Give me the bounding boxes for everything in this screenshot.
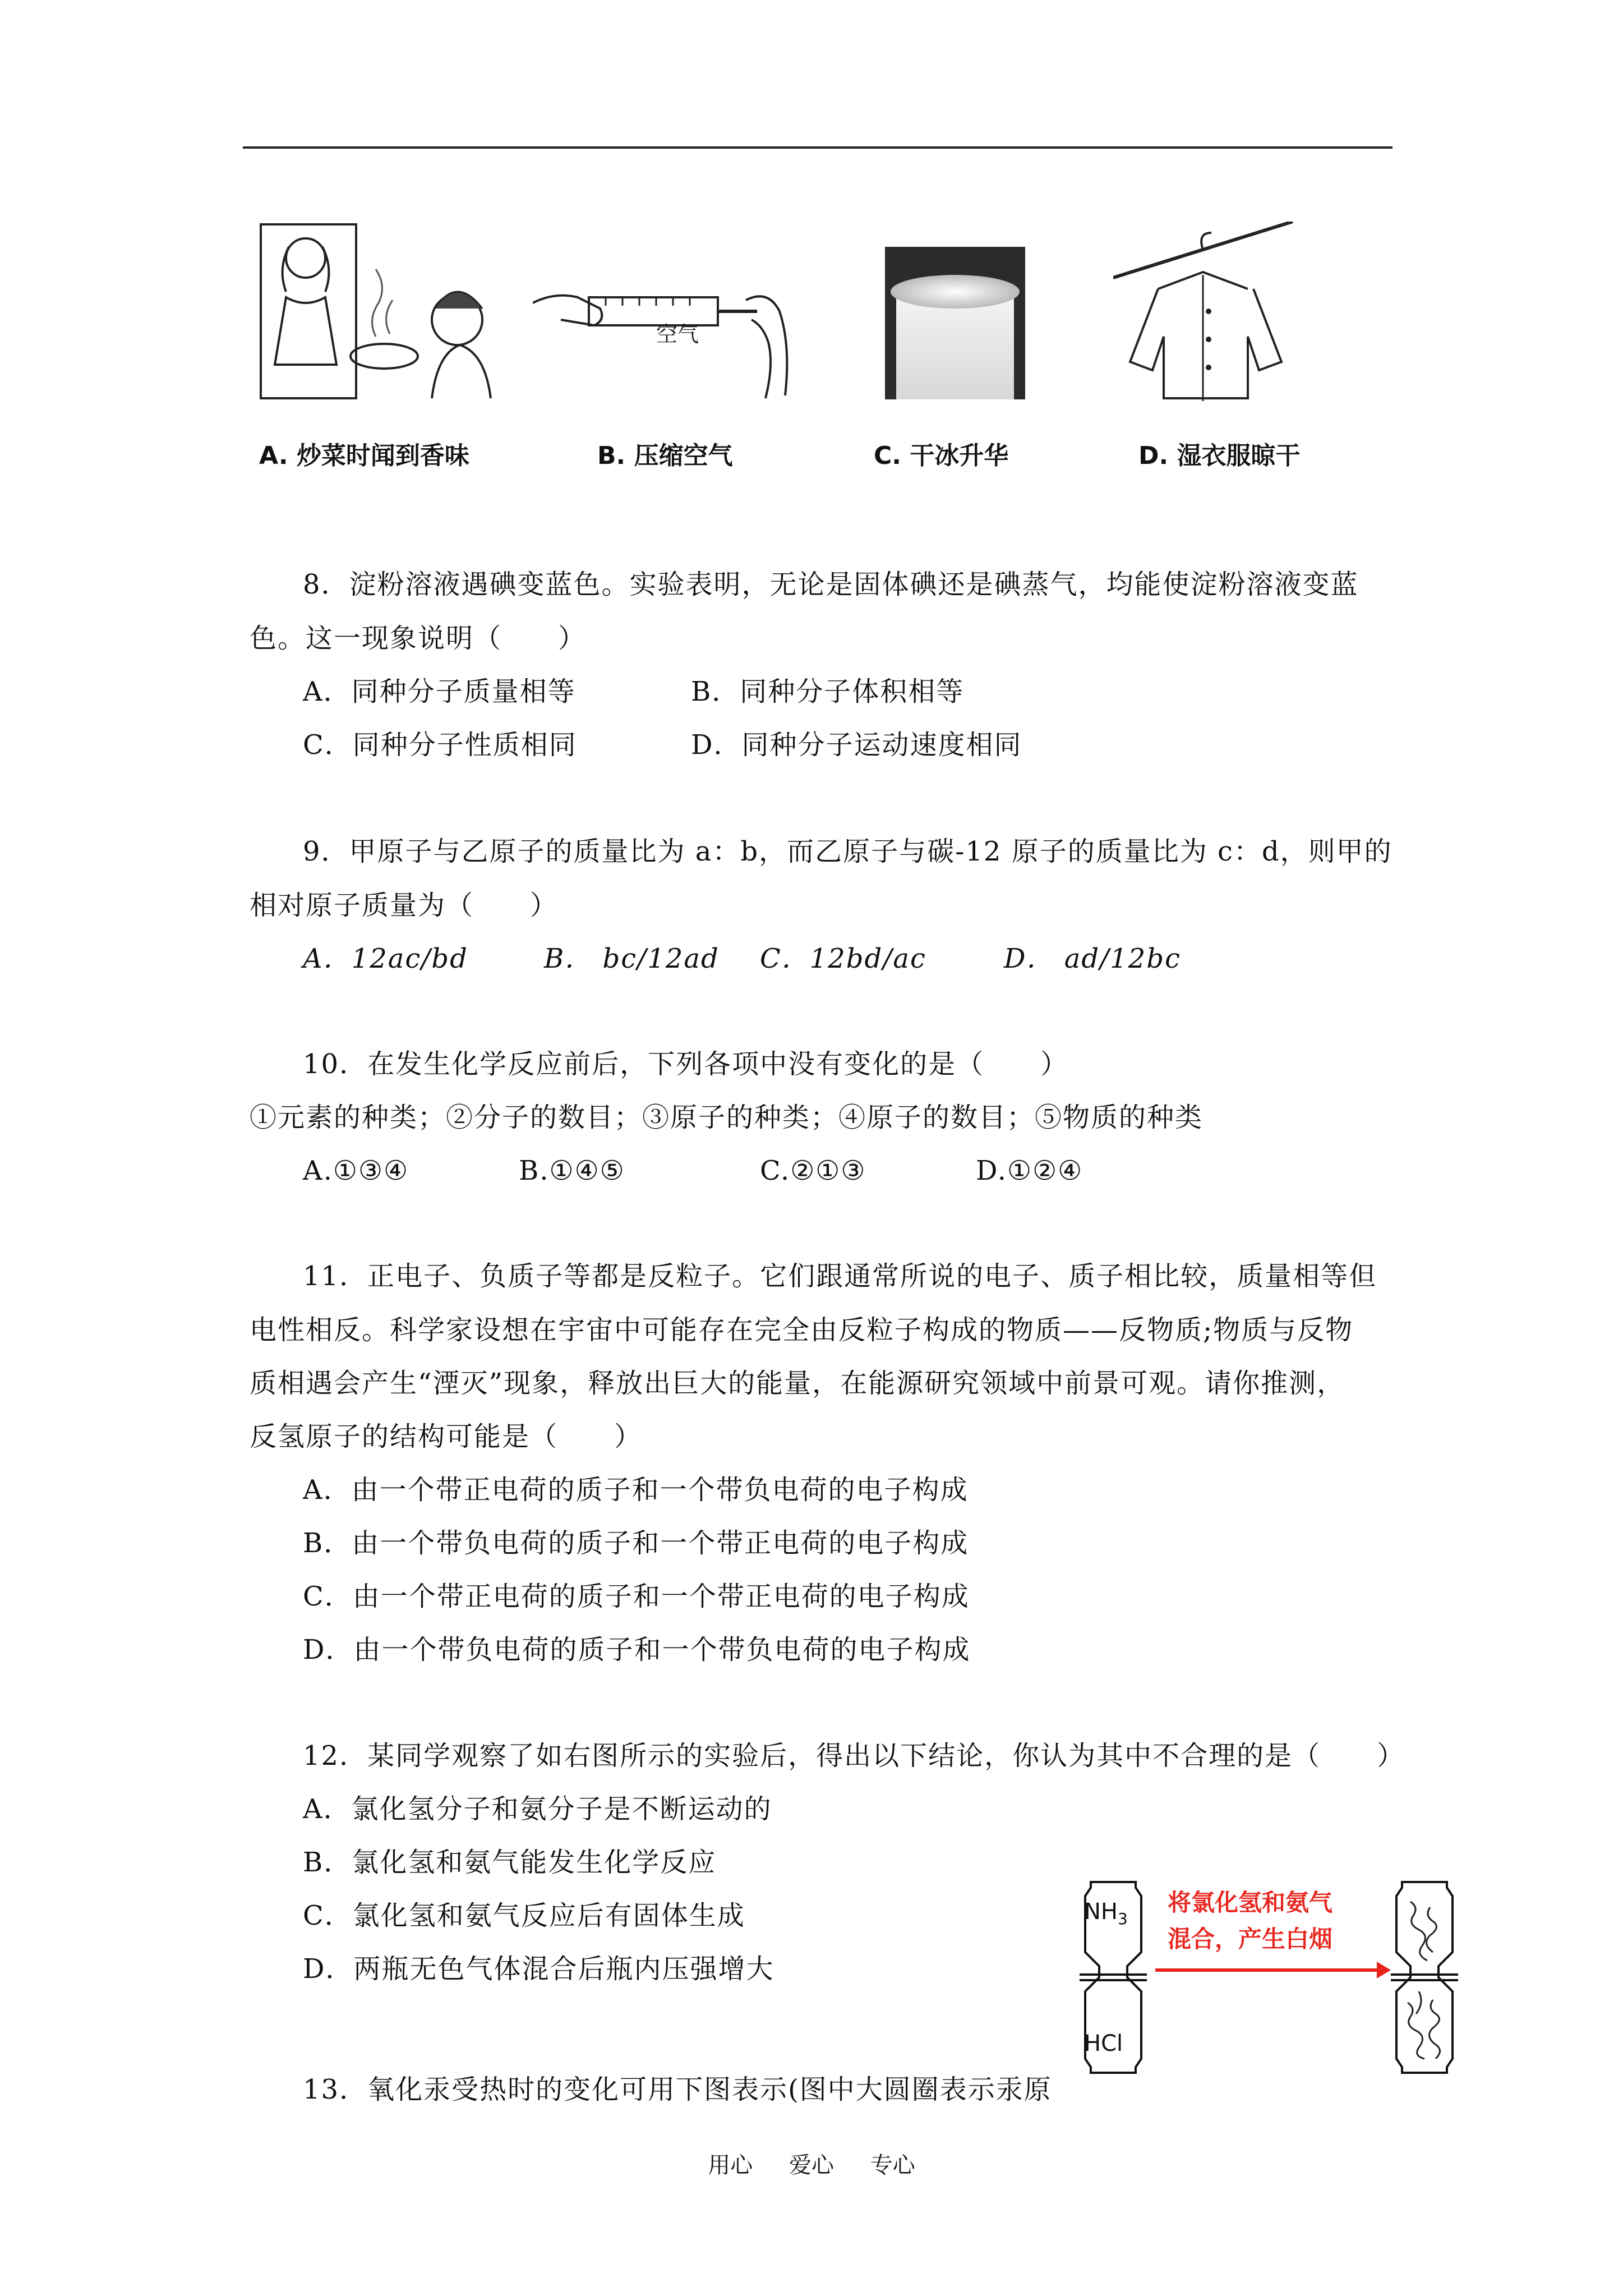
- q11-stem-line1: 11．正电子、负质子等都是反粒子。它们跟通常所说的电子、质子相比较，质量相等但: [303, 1260, 1377, 1292]
- q12-option-b: B．氯化氢和氨气能发生化学反应: [303, 1847, 717, 1878]
- q13-stem: 13．氧化汞受热时的变化可用下图表示(图中大圆圈表示汞原: [303, 2074, 1052, 2105]
- syringe-air-label: 空气: [656, 322, 699, 347]
- q12-stem: 12．某同学观察了如右图所示的实验后，得出以下结论，你认为其中不合理的是（ ）: [303, 1740, 1405, 1772]
- q11-option-a: A．由一个带正电荷的质子和一个带负电荷的电子构成: [303, 1474, 969, 1506]
- bottle-label-nh3: $NH_3$: [1084, 1899, 1128, 1928]
- q12-option-d: D．两瓶无色气体混合后瓶内压强增大: [303, 1953, 774, 1985]
- q11-stem-line4: 反氢原子的结构可能是（ ）: [250, 1421, 643, 1452]
- figure-caption-b: B. 压缩空气: [597, 441, 733, 470]
- q9-stem-line2: 相对原子质量为（ ）: [250, 890, 559, 921]
- q8-option-d: D．同种分子运动速度相同: [691, 729, 1022, 761]
- q10-option-a: A.①③④: [303, 1155, 409, 1186]
- footer-word-2: 爱心: [789, 2152, 834, 2178]
- q10-option-c: C.②①③: [760, 1155, 866, 1186]
- q11-option-c: C．由一个带正电荷的质子和一个带正电荷的电子构成: [303, 1581, 970, 1612]
- experiment-bottles-after: [1391, 1879, 1458, 2076]
- q9-option-a: A．12ac/bd: [303, 943, 468, 974]
- figure-caption-c: C. 干冰升华: [874, 441, 1009, 470]
- footer-word-3: 专心: [870, 2152, 915, 2178]
- figure-wet-clothes-illustration: [1113, 222, 1304, 412]
- footer-word-1: 用心: [708, 2152, 753, 2178]
- q8-option-a: A．同种分子质量相等: [303, 676, 576, 707]
- q8-stem-line2: 色。这一现象说明（ ）: [250, 623, 587, 654]
- q8-stem-line1: 8．淀粉溶液遇碘变蓝色。实验表明，无论是固体碘还是碘蒸气，均能使淀粉溶液变蓝: [303, 569, 1359, 600]
- q9-stem-line1: 9．甲原子与乙原子的质量比为 a：b，而乙原子与碳-12 原子的质量比为 c：d，则甲的: [303, 836, 1393, 867]
- experiment-caption-line2: 混合，产生白烟: [1168, 1925, 1333, 1953]
- q11-stem-line3: 质相遇会产生“湮灭”现象，释放出巨大的能量，在能源研究领域中前景可观。请你推测，: [250, 1368, 1345, 1399]
- figure-dry-ice-photo: [885, 247, 1025, 399]
- q8-option-b: B．同种分子体积相等: [691, 676, 965, 707]
- figure-cooking-illustration: [255, 219, 502, 409]
- experiment-caption-line1: 将氯化氢和氨气: [1168, 1889, 1333, 1916]
- page-footer: [0, 2147, 1623, 2179]
- experiment-arrow-icon: [1155, 1959, 1391, 1981]
- q8-option-c: C．同种分子性质相同: [303, 729, 577, 761]
- q10-option-b: B.①④⑤: [519, 1155, 625, 1186]
- q9-option-d: D． ad/12bc: [1004, 943, 1181, 974]
- q9-option-c: C．12bd/ac: [760, 943, 926, 974]
- q11-option-b: B．由一个带负电荷的质子和一个带正电荷的电子构成: [303, 1527, 969, 1559]
- q10-items: ①元素的种类；②分子的数目；③原子的种类；④原子的数目；⑤物质的种类: [250, 1102, 1204, 1133]
- q12-option-a: A．氯化氢分子和氨分子是不断运动的: [303, 1793, 772, 1825]
- q10-option-d: D.①②④: [976, 1155, 1083, 1186]
- header-rule: [243, 146, 1393, 149]
- bottle-label-hcl: HCl: [1084, 2031, 1123, 2056]
- q10-stem: 10．在发生化学反应前后，下列各项中没有变化的是（ ）: [303, 1048, 1069, 1080]
- q12-option-c: C．氯化氢和氨气反应后有固体生成: [303, 1900, 745, 1931]
- q9-option-b: B． bc/12ad: [544, 943, 720, 974]
- q11-stem-line2: 电性相反。科学家设想在宇宙中可能存在完全由反粒子构成的物质——反物质;物质与反物: [250, 1314, 1354, 1346]
- figure-caption-a: A. 炒菜时闻到香味: [259, 441, 469, 470]
- figure-caption-d: D. 湿衣服晾干: [1138, 441, 1301, 470]
- q11-option-d: D．由一个带负电荷的质子和一个带负电荷的电子构成: [303, 1634, 971, 1665]
